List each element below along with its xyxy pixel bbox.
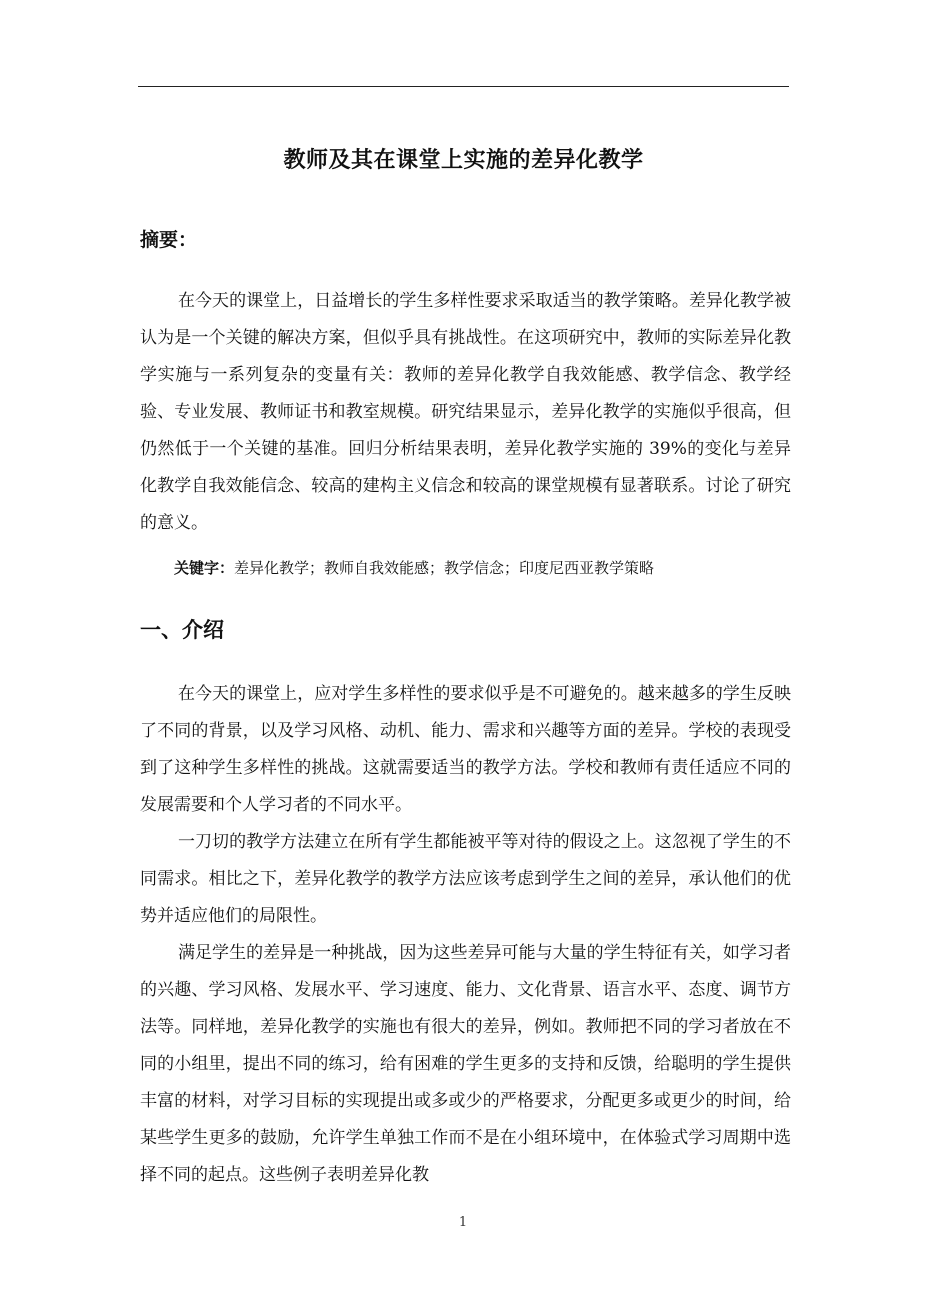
- keywords-label: 关键字：: [174, 559, 235, 577]
- keywords-text: 差异化教学；教师自我效能感；教学信念；印度尼西亚教学策略: [234, 559, 655, 577]
- body-paragraph: 一刀切的教学方法建立在所有学生都能被平等对待的假设之上。这忽视了学生的不同需求。相比之下，差异化教学的教学方法应该考虑到学生之间的差异，承认他们的优势并适应他们的局限性。: [140, 832, 791, 926]
- document-title: 教师及其在课堂上实施的差异化教学: [283, 148, 644, 173]
- section-heading-introduction: 一、介绍: [140, 618, 224, 642]
- page-number: 1: [458, 1215, 468, 1230]
- body-paragraph: 在今天的课堂上，应对学生多样性的要求似乎是不可避免的。越来越多的学生反映了不同的背景，以及学习风格、动机、能力、需求和兴趣等方面的差异。学校的表现受到了这种学生多样性的挑战。这就需要适当的教学方法。学校和教师有责任适应不同的发展需要和个人学习者的不同水平。: [140, 684, 791, 815]
- header-rule: [138, 86, 789, 87]
- abstract-paragraph: 在今天的课堂上，日益增长的学生多样性要求采取适当的教学策略。差异化教学被认为是一个关键的解决方案，但似乎具有挑战性。在这项研究中，教师的实际差异化教学实施与一系列复杂的变量有关：教师的差异化教学自我效能感、教学信念、教学经验、专业发展、教师证书和教室规模。研究结果显示，差异化教学的实施似乎很高，但仍然低于一个关键的基准。回归分析结果表明，差异化教学实施的 39%的变化与差异化教学自我效能信念、较高的建构主义信念和较高的课堂规模有显著联系。讨论了研究的意义。: [140, 291, 791, 533]
- abstract-heading: 摘要：: [140, 229, 198, 251]
- body-paragraph: 满足学生的差异是一种挑战，因为这些差异可能与大量的学生特征有关，如学习者的兴趣、学习风格、发展水平、学习速度、能力、文化背景、语言水平、态度、调节方法等。同样地，差异化教学的实施也有很大的差异，例如。教师把不同的学习者放在不同的小组里，提出不同的练习，给有困难的学生更多的支持和反馈，给聪明的学生提供丰富的材料，对学习目标的实现提出或多或少的严格要求，分配更多或更少的时间，给某些学生更多的鼓励，允许学生单独工作而不是在小组环境中，在体验式学习周期中选择不同的起点。这些例子表明差异化教: [140, 943, 791, 1185]
- keywords-line: [174, 556, 794, 580]
